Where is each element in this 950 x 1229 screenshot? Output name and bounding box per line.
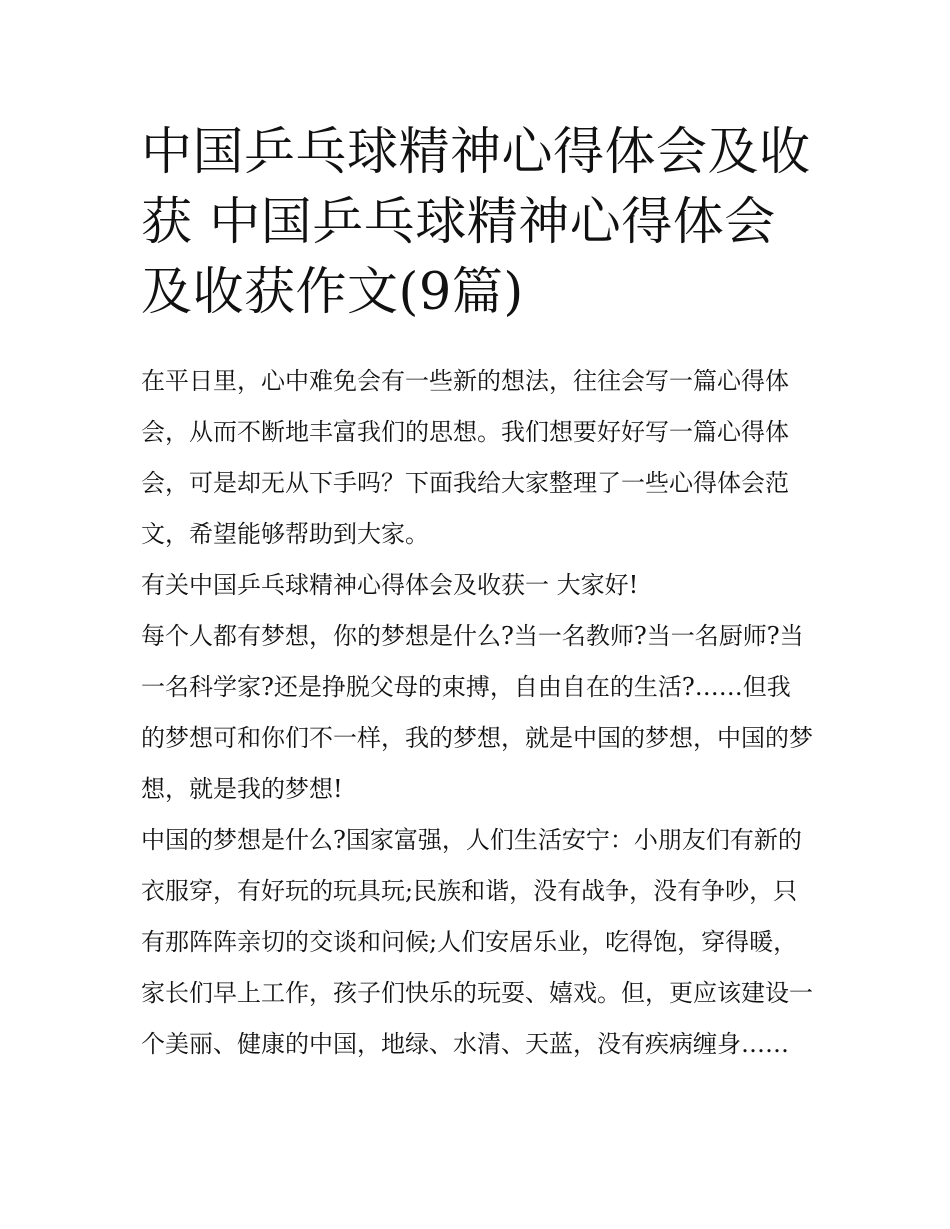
- section-heading-paragraph: 有关中国乒乓球精神心得体会及收获一 大家好!: [141, 571, 639, 599]
- document-content: [141, 118, 813, 1070]
- intro-paragraph: 在平日里，心中难免会有一些新的想法，往往会写一篇心得体会，从而不断地丰富我们的思想。我们想要好好写一篇心得体会，可是却无从下手吗？下面我给大家整理了一些心得体会范文，希望能够帮助到大家。: [141, 367, 789, 548]
- document-title: 中国乒乓球精神心得体会及收获 中国乒乓球精神心得体会及收获作文(9篇): [141, 123, 811, 322]
- body-paragraph-dreams: 每个人都有梦想，你的梦想是什么?当一名教师?当一名厨师?当一名科学家?还是挣脱父母的束搏，自由自在的生活?……但我的梦想可和你们不一样，我的梦想，就是中国的梦想，中国的梦想，就是我的梦想!: [141, 622, 813, 803]
- body-paragraph-china-dream: 中国的梦想是什么?国家富强，人们生活安宁：小朋友们有新的衣服穿，有好玩的玩具玩;民族和谐，没有战争，没有争吵，只有那阵阵亲切的交谈和问候;人们安居乐业，吃得饱，穿得暖，家长们早上工作，孩子们快乐的玩耍、嬉戏。但，更应该建设一个美丽、健康的中国，地绿、水清、天蓝，没有疾病缠身……: [141, 826, 813, 1058]
